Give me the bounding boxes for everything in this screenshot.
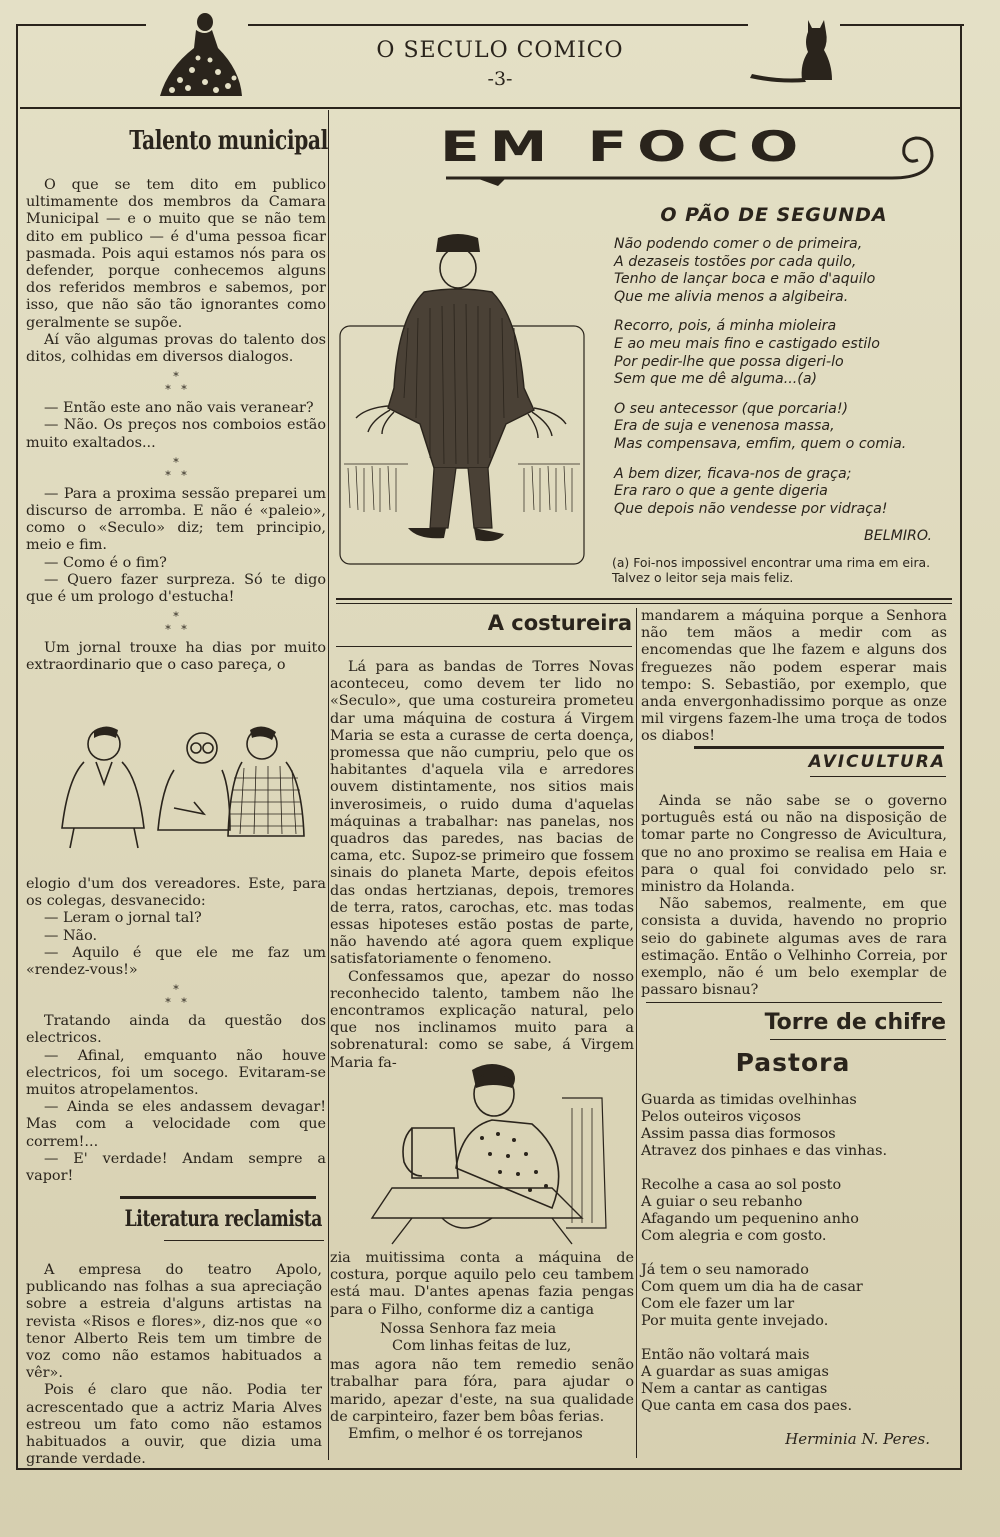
poem-stanza — [614, 318, 944, 388]
dialog-line: — Então este ano não vais veranear? — [44, 400, 314, 417]
pastora-line: Com ele fazer um lar — [641, 1296, 795, 1312]
literatura-paragraph: A empresa do teatro Apolo, publicando nas folhas a sua apreciação sobre a estreia d'alguns artistas na revista «Risos e flores», diz-nos que «o tenor Alberto Reis tem um timbre de voz como não estamos habituados a vêr». — [26, 1262, 322, 1382]
pastora-author: Herminia N. Peres. — [785, 1430, 930, 1448]
emfoco-flourish — [446, 128, 942, 192]
poem-stanza — [614, 466, 944, 519]
poem-line: Não podendo comer o de primeira, — [614, 236, 863, 252]
torre-heading: Torre de chifre — [764, 1010, 946, 1035]
talento-heading-wrap — [24, 126, 328, 156]
talento-heading: Talento municipal — [129, 126, 328, 156]
emfoco-bottom-rule-thin — [336, 603, 952, 604]
pastora-line: A guiar o seu rebanho — [641, 1194, 803, 1210]
dialog-continuation: elogio d'um dos vereadores. Este, para os colegas, desvanecido: — [26, 876, 326, 910]
dialog-line: — Não. — [44, 927, 98, 944]
header-rule-center — [248, 24, 748, 26]
dialog-line: — Como é o fim? — [44, 554, 167, 571]
literatura-heading-wrap — [24, 1206, 322, 1232]
talento-body-top — [26, 177, 326, 675]
pastora-stanza — [641, 1092, 947, 1160]
poem-line: Mas compensava, emfim, quem o comia. — [614, 435, 907, 452]
heading-underline — [770, 1039, 946, 1040]
literatura-body — [26, 1262, 322, 1468]
talento-paragraph: Aí vão algumas provas do talento dos ditos, colhidas em diversos dialogos. — [26, 331, 326, 366]
pastora-line: Guarda as timidas ovelhinhas — [641, 1092, 857, 1108]
poem-line: Recorro, pois, á minha mioleira — [614, 318, 837, 335]
asterism: * * * — [165, 370, 187, 397]
avicultura-heading: AVICULTURA — [808, 752, 946, 772]
pastora-poem — [641, 1092, 947, 1432]
literatura-heading: Literatura reclamista — [124, 1206, 322, 1232]
asterism: * * * — [165, 983, 187, 1010]
heading-underline — [336, 646, 632, 647]
header-bottom-rule — [20, 107, 960, 109]
costureira-col3-cont — [641, 608, 947, 746]
poem-line: A dezaseis tostões por cada quilo, — [614, 253, 857, 270]
poem-line: Sem que me dê alguma...(a) — [614, 371, 818, 388]
pastora-line: Com alegria e com gosto. — [641, 1228, 827, 1244]
pastora-line: Pelos outeiros viçosos — [641, 1109, 802, 1125]
poem-line: E ao meu mais fino e castigado estilo — [614, 335, 880, 352]
avicultura-paragraph: Não sabemos, realmente, em que consista a duvida, havendo no proprio seio do gabinete algumas aves de rara estimação. Então o Velhinho Correia, por exemplo, não é um belo exemplar de passaro bisnau? — [641, 896, 947, 999]
pastora-line: Então não voltará mais — [641, 1347, 810, 1363]
pastora-line: Recolhe a casa ao sol posto — [641, 1177, 842, 1193]
pastora-line: A guardar as suas amigas — [641, 1364, 829, 1380]
verse-line: Nossa Senhora faz meia — [380, 1320, 557, 1337]
poem-author: BELMIRO. — [864, 528, 932, 545]
asterism: * * * — [165, 455, 187, 482]
poem-line: Tenho de lançar boca e mão d'aquilo — [614, 271, 876, 288]
emfoco-bottom-rule — [336, 598, 952, 600]
frame-left — [16, 24, 18, 1470]
poem-footnote: (a) Foi-nos impossivel encontrar uma rima em eira. Talvez o leitor seja mais feliz. — [612, 555, 931, 585]
costureira-last-line: Emfim, o melhor é os torrejanos — [348, 1426, 583, 1443]
pastora-stanza — [641, 1347, 947, 1415]
pastora-line: Atravez dos pinhaes e das vinhas. — [641, 1143, 888, 1159]
pastora-line: Com quem um dia ha de casar — [641, 1279, 863, 1295]
header-rule-right — [840, 24, 964, 26]
costureira-continuation: mandarem a máquina porque a Senhora não tem mãos a medir com as encomendas que lhe fazem e alguns dos freguezes não podem esperar mais tempo: S. Sebastião, por exemplo, que anda envergonhadissimo porque as onze mil virgens fazem-lhe uma troça de todos os diabos! — [641, 608, 947, 745]
poem-body — [614, 236, 944, 546]
costureira-paragraph: Confessamos que, apezar do nosso reconhecido talento, tambem não lhe encontramos explicação natural, pelo que nos inclinamos muito para a sobrenatural: como se sabe, á Virgem Maria fa- — [330, 968, 634, 1071]
paper-title: O SECULO COMICO — [376, 38, 624, 63]
pastora-line: Que canta em casa dos paes. — [641, 1398, 853, 1414]
section-divider — [646, 1002, 942, 1003]
literatura-paragraph: Pois é claro que não. Podia ter acrescentado que a actriz Maria Alves estreou um fato como não estamos habituados a ouvir, que dizia uma grande verdade. — [26, 1382, 322, 1468]
avicultura-paragraph: Ainda se não sabe se o governo português está ou não na disposição de tomar parte no Congresso de Avicultura, que no ano proximo se realisa em Haia e para o qual foi convidado pelo sr. ministro da Holanda. — [641, 793, 947, 896]
dialog-line: — Ainda se eles andassem devagar! Mas com a velocidade com que correm!... — [26, 1099, 326, 1150]
talento-paragraph: O que se tem dito em publico ultimamente dos membros da Camara Municipal — e o muito que se não tem dito em publico — é d'uma pessoa ficar pasmada. Pois aqui estamos nós para os defender, porque conhecemos alguns dos referidos membros e sabemos, por isso, que não são tão ignorantes como geralmente se supõe. — [26, 177, 326, 331]
dialog-line: — Aquilo é que ele me faz um «rendez-vous!» — [26, 944, 326, 979]
poem-stanza — [614, 401, 944, 454]
talento-body-bottom — [26, 876, 326, 1185]
poem-line: O seu antecessor (que porcaria!) — [614, 400, 849, 417]
poem-line: Por pedir-lhe que possa digeri-lo — [614, 353, 844, 370]
dialog-line: — Afinal, emquanto não houve electricos, foi um socego. Evitaram-se muitos atropelamentos. — [26, 1047, 326, 1099]
pastora-line: Por muita gente invejado. — [641, 1313, 829, 1329]
pastora-line: Assim passa dias formosos — [641, 1126, 836, 1142]
header-rule-left — [16, 24, 146, 26]
costureira-continuation: zia muitissima conta a máquina de costura, porque aquilo pelo ceu tambem está mau. D'antes apenas fazia pengas para o Filho, conforme diz a cantiga — [330, 1250, 634, 1318]
page-number: -3- — [487, 68, 513, 90]
column-rule-2 — [636, 608, 637, 1458]
costureira-heading: A costureira — [487, 611, 632, 635]
three-councilmen-illustration — [34, 718, 316, 868]
poem-line: Era de suja e venenosa massa, — [614, 418, 835, 435]
column-rule-1 — [328, 110, 329, 1460]
costureira-continuation: mas agora não tem remedio senão trabalhar para fóra, para ajudar o marido, apezar d'este, na sua qualidade de carpinteiro, fazer bem bôas ferias. — [330, 1357, 634, 1425]
dialog-line: — Não. Os preços nos comboios estão muito exaltados... — [26, 417, 326, 451]
dialog-line: — Leram o jornal tal? — [44, 910, 202, 927]
section-divider — [120, 1196, 316, 1199]
asterism: * * * — [165, 610, 187, 637]
heading-underline — [164, 1240, 324, 1241]
verse-line: Com linhas feitas de luz, — [392, 1338, 572, 1355]
costureira-body — [330, 659, 634, 1072]
pastora-subheading: Pastora — [735, 1048, 851, 1077]
dialog-intro: Um jornal trouxe ha dias por muito extraordinario que o caso pareça, o — [26, 640, 326, 674]
section-divider — [694, 746, 944, 749]
heading-underline — [810, 776, 946, 777]
dialog-intro: Tratando ainda da questão dos electricos. — [26, 1013, 326, 1047]
frame-right — [960, 24, 962, 1470]
poem-line: Era raro o que a gente digeria — [614, 483, 828, 500]
dialog-line: — E' verdade! Andam sempre a vapor! — [26, 1150, 326, 1185]
costureira-body-cont — [330, 1250, 634, 1443]
pastora-stanza — [641, 1177, 947, 1245]
cat-silhouette-illustration — [748, 14, 838, 84]
emfoco-banner: EM FOCO — [440, 122, 809, 171]
pastora-line: Afagando um pequenino anho — [641, 1211, 859, 1227]
avicultura-body — [641, 793, 947, 999]
man-standing-illustration — [338, 228, 586, 568]
woman-figure-illustration — [150, 10, 250, 102]
poem-line: Que depois não vendesse por vidraça! — [614, 500, 888, 517]
poem-line: Que me alivia menos a algibeira. — [614, 288, 849, 305]
seamstress-illustration — [352, 1058, 610, 1248]
pastora-line: Nem a cantar as cantigas — [641, 1381, 828, 1397]
poem-title: O PÃO DE SEGUNDA — [660, 204, 888, 226]
dialog-line: — Quero fazer surpreza. Só te digo que é um prologo d'estucha! — [26, 571, 326, 606]
poem-stanza — [614, 236, 944, 306]
poem-line: A bem dizer, ficava-nos de graça; — [614, 465, 852, 482]
cantiga-verse — [330, 1321, 634, 1355]
pastora-stanza — [641, 1262, 947, 1330]
dialog-line: — Para a proxima sessão preparei um discurso de arromba. E não é «paleio», como o «Seculo» diz; tem principio, meio e fim. — [26, 485, 326, 554]
costureira-paragraph: Lá para as bandas de Torres Novas aconteceu, como devem ter lido no «Seculo», que uma costureira prometeu dar uma máquina de costura á Virgem Maria se esta a curasse de certa doença, promessa que não cumpriu, pelo que os habitantes d'aquela vila e arredores ouvem distintamente, nos sitios mais inverosimeis, o ruido duma d'aquelas máquinas a trabalhar: nas panelas, nos quadros das paredes, nas bacias de cama, etc. Supoz-se primeiro que fossem sinais do planeta Marte, depois efeitos das ondas hertzianas, depois, tremores de terra, ratos, carochas, etc. mas todas essas hipoteses estão postas de parte, não havendo até agora quem explique satisfatoriamente o fenomeno. — [330, 659, 634, 968]
pastora-line: Já tem o seu namorado — [641, 1262, 809, 1278]
